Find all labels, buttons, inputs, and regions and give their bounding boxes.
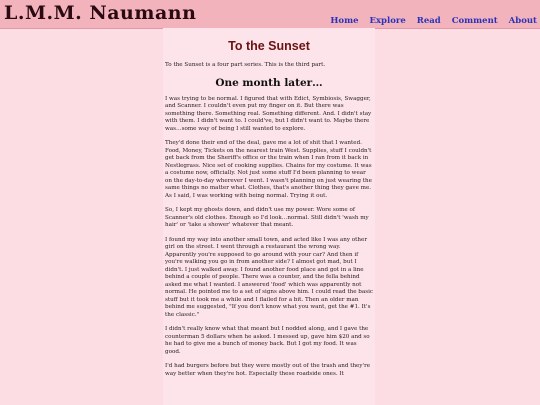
article-paragraph: I'd had burgers before but they were mostly out of the trash and they're way better when they're hot. Especially these roadside ones. It (165, 363, 371, 377)
article-paragraph: They'd done their end of the deal, gave me a lot of shit that I wanted. Food, Money, Tickets on the nearest train West. Supplies, stuff I couldn't get back from the Sheriff's office or the train when I ran from it back in Nestlegrass. Nice set of cooking supplies. Chains for my costume. It was a costume now, officially. Not just some stuff I'd been planning to wear on the day-to-day wherever I went. I wasn't planning on just wearing the same things no matter what. Clothes, that's another thing they gave me. As I said, I was working with being normal. Trying it out. (165, 140, 372, 199)
article-column (163, 28, 375, 405)
nav-comment-link[interactable]: Comment (451, 16, 498, 26)
article-intro: To the Sunset is a four part series. This is the third part. (165, 62, 326, 68)
nav-about-link[interactable]: About (508, 16, 537, 26)
site-header (0, 0, 540, 29)
article-body (165, 28, 373, 385)
article-paragraph: I was trying to be normal. I figured that with Edict, Symbiosis, Swagger, and Scanner. I couldn't even put my finger on it. But there was something there. Something real. Something different. And. I didn't stay with them. I didn't want to. I could've, but I didn't want to. Maybe there was…some way of being I still wanted to explore. (165, 95, 372, 132)
article-subtitle: One month later… (215, 76, 323, 89)
nav-explore-link[interactable]: Explore (369, 16, 406, 26)
main-nav (319, 8, 537, 27)
nav-read-link[interactable]: Read (416, 16, 441, 26)
article-paragraph: I found my way into another small town, and acted like I was any other girl on the street. I went through a restaurant the wrong way. Apparently you're supposed to go around with your car? And then if you're walking you go in from another side? I almost got mad, but I didn't. I just walked away. I found another food place and got in a line behind a couple of people. There was a counter, and the fella behind asked me what I wanted. I answered 'food' which was apparently not normal. He pointed me to a set of signs above him. I could read the basic stuff but it took me a while and I flailed for a bit. Then an older man behind me suggested, "If you don't know what you want, get the #1. It's the classic." (165, 236, 374, 318)
article-paragraph: So, I kept my ghosts down, and didn't use my power. Wore some of Scanner's old clothes. Enough so I'd look…normal. Still didn't 'wash my hair' or 'take a shower' whatever that meant. (165, 207, 369, 228)
article-title: To the Sunset (228, 39, 310, 53)
nav-home-link[interactable]: Home (330, 16, 359, 26)
article-paragraph: I didn't really know what that meant but I nodded along, and I gave the counterman 5 dollars when he asked. I messed up, gave him $20 and so he had to give me a bunch of money back. But I got my food. It was good. (165, 326, 370, 355)
site-logo[interactable]: L.M.M. Naumann (4, 2, 197, 24)
